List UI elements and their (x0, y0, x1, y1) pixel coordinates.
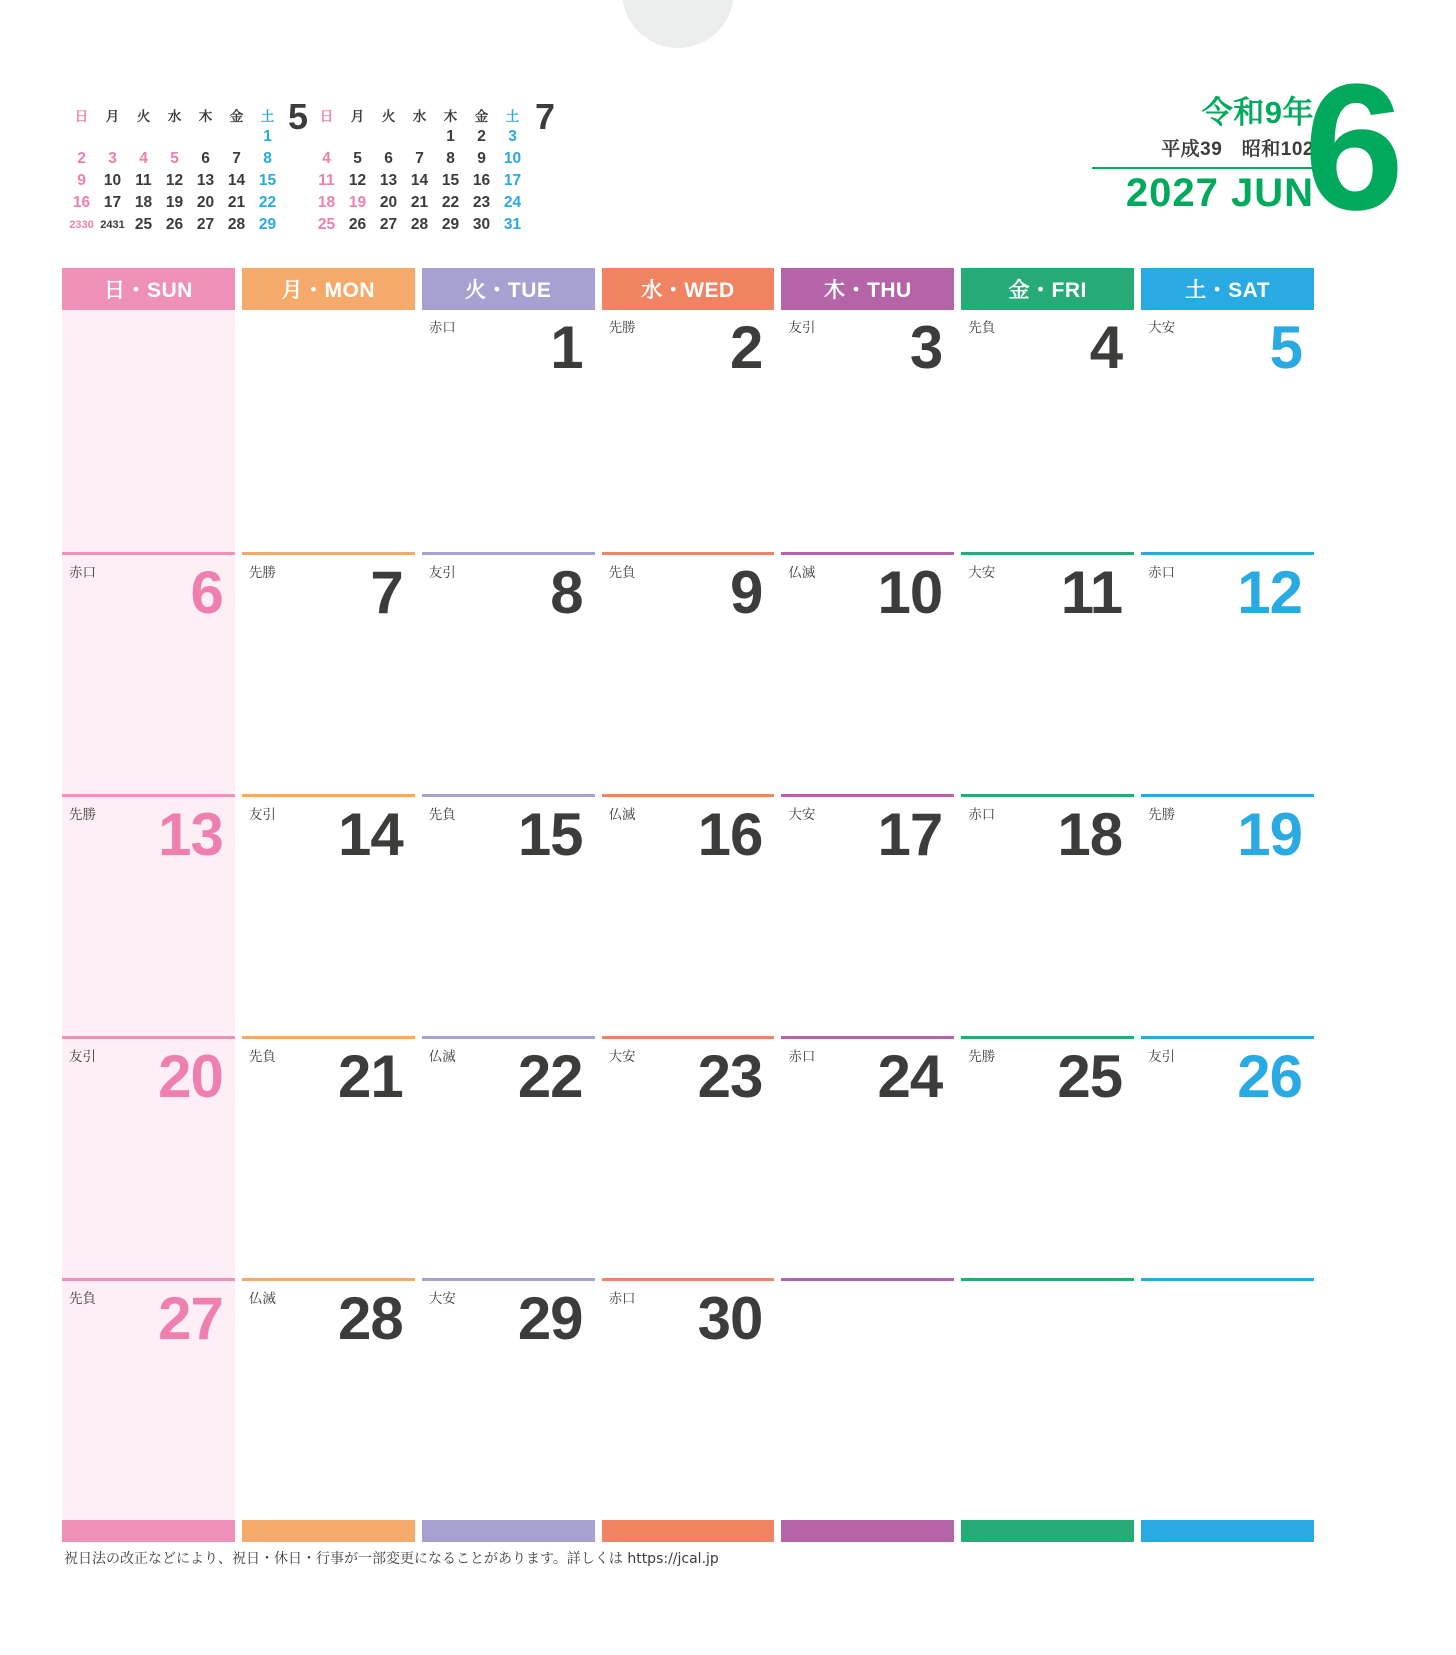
rokuyo-label: 先勝 (1148, 807, 1176, 823)
mini-dow-sat: 土 (260, 109, 275, 124)
day-number: 11 (1060, 559, 1123, 626)
day-cell[interactable] (781, 552, 954, 794)
rokuyo-label: 赤口 (69, 565, 96, 581)
mini-day: 4 (139, 150, 148, 167)
rokuyo-label: 先負 (248, 1049, 276, 1065)
day-cell[interactable] (422, 794, 595, 1036)
day-number: 28 (337, 1285, 403, 1352)
day-number: 1 (550, 314, 583, 381)
day-number: 22 (517, 1043, 583, 1110)
day-cell[interactable] (1141, 310, 1314, 552)
footer-note: 祝日法の改正などにより、祝日・休日・行事が一部変更になることがあります。詳しくは https://jcal.jp (64, 1551, 719, 1567)
mini-dow-tue: 火 (136, 109, 151, 124)
rokuyo-label: 先負 (69, 1291, 96, 1307)
mini-day: 3 (108, 150, 117, 167)
mini-dow-sun: 日 (74, 109, 89, 124)
mini-day: 11 (135, 172, 152, 189)
day-number: 6 (190, 559, 223, 626)
mini-day: 13 (196, 172, 215, 189)
title-divider (1092, 167, 1314, 169)
day-cell[interactable] (422, 1036, 595, 1278)
mini-day: 20 (196, 194, 215, 211)
mini-day: 5 (353, 150, 362, 167)
mini-calendar-july (311, 96, 554, 236)
mini-day: 2 (77, 150, 86, 167)
rokuyo-label: 仏滅 (428, 1049, 456, 1065)
mini-day (404, 126, 435, 148)
rokuyo-label: 先勝 (69, 807, 96, 823)
mini-week-row (311, 170, 528, 192)
mini-dow-tue: 火 (381, 109, 396, 124)
mini-day (311, 126, 342, 148)
day-number: 13 (158, 801, 223, 868)
mini-day: 2431 (100, 218, 125, 231)
mini-dow-wed: 水 (412, 109, 427, 124)
day-number: 10 (877, 559, 943, 626)
mini-week-row (66, 214, 283, 236)
big-month-number: 6 (1303, 47, 1398, 248)
rokuyo-label: 大安 (1148, 320, 1176, 336)
weekday-header-sat: 土・SAT (1141, 268, 1314, 310)
mini-day: 10 (503, 150, 522, 167)
mini-day (66, 126, 97, 148)
day-cell[interactable] (961, 310, 1134, 552)
mini-week-row (311, 148, 528, 170)
day-cell[interactable] (62, 552, 235, 794)
rokuyo-label: 赤口 (428, 320, 456, 336)
mini-day (373, 126, 404, 148)
rokuyo-label: 先負 (968, 320, 996, 336)
day-number: 2 (730, 314, 763, 381)
mini-week-row (66, 170, 283, 192)
column-footer-bar (242, 1520, 415, 1542)
day-cell[interactable] (602, 794, 775, 1036)
hanging-tab (622, 0, 734, 48)
mini-day: 14 (410, 172, 429, 189)
mini-day: 9 (77, 172, 86, 189)
mini-day: 21 (410, 194, 429, 211)
day-cell[interactable] (961, 794, 1134, 1036)
mini-day: 7 (415, 150, 424, 167)
mini-day: 24 (503, 194, 522, 211)
mini-day: 19 (348, 194, 367, 211)
day-cell[interactable] (602, 552, 775, 794)
mini-day: 13 (379, 172, 398, 189)
day-cell[interactable] (422, 1278, 595, 1520)
year-month-english: 2027 JUN (1125, 171, 1314, 216)
mini-day: 22 (258, 194, 277, 211)
mini-day: 2 (477, 128, 486, 145)
day-cell[interactable] (62, 1036, 235, 1278)
day-cell[interactable] (422, 310, 595, 552)
day-column-tue (422, 310, 595, 1542)
day-cell[interactable] (422, 552, 595, 794)
mini-day: 9 (477, 150, 486, 167)
rokuyo-label: 大安 (428, 1291, 456, 1307)
mini-day: 10 (103, 172, 122, 189)
day-cell[interactable] (1141, 794, 1314, 1036)
mini-day: 5 (170, 150, 179, 167)
weekday-header-mon: 月・MON (242, 268, 415, 310)
day-cell[interactable] (242, 310, 415, 552)
day-cell[interactable] (242, 1278, 415, 1520)
day-cell[interactable] (1141, 1036, 1314, 1278)
day-cell[interactable] (1141, 1278, 1314, 1520)
mini-day: 26 (165, 216, 184, 233)
calendar-grid (62, 268, 1314, 1542)
day-column-fri (961, 310, 1134, 1542)
day-cell[interactable] (62, 310, 235, 552)
mini-dow-sat: 土 (505, 109, 520, 124)
day-cell[interactable] (242, 552, 415, 794)
mini-day: 25 (134, 216, 153, 233)
day-number: 21 (337, 1043, 403, 1110)
mini-day: 11 (318, 172, 335, 189)
rokuyo-label: 赤口 (788, 1049, 816, 1065)
mini-dow-mon: 月 (350, 109, 365, 124)
rokuyo-label: 友引 (428, 565, 456, 581)
mini-day: 1 (263, 128, 272, 145)
mini-day: 19 (165, 194, 184, 211)
mini-dow-wed: 水 (167, 109, 182, 124)
weekday-header-wed: 水・WED (602, 268, 775, 310)
mini-day (97, 126, 128, 148)
day-cell[interactable] (242, 794, 415, 1036)
weekday-header-fri: 金・FRI (961, 268, 1134, 310)
column-footer-bar (1141, 1520, 1314, 1542)
mini-dow-thu: 木 (443, 109, 458, 124)
rokuyo-label: 大安 (608, 1049, 636, 1065)
rokuyo-label: 先勝 (968, 1049, 996, 1065)
rokuyo-label: 友引 (788, 320, 816, 336)
day-cell[interactable] (961, 552, 1134, 794)
day-number: 8 (550, 559, 583, 626)
mini-day: 8 (263, 150, 272, 167)
mini-day: 7 (232, 150, 241, 167)
mini-week-row (311, 126, 528, 148)
mini-dow-mon: 月 (105, 109, 120, 124)
column-footer-bar (62, 1520, 235, 1542)
day-cell[interactable] (602, 1278, 775, 1520)
mini-day (221, 126, 252, 148)
day-number: 3 (909, 314, 943, 381)
mini-day: 12 (348, 172, 367, 189)
weekday-header-tue: 火・TUE (422, 268, 595, 310)
day-cell[interactable] (781, 310, 954, 552)
column-footer-bar (422, 1520, 595, 1542)
weekday-header-thu: 木・THU (781, 268, 954, 310)
reiwa-year: 令和9年 (1201, 95, 1314, 130)
mini-day: 18 (134, 194, 153, 211)
day-cell[interactable] (242, 1036, 415, 1278)
mini-day: 27 (196, 216, 215, 233)
mini-calendar-july-table (311, 104, 528, 236)
mini-week-row (311, 214, 528, 236)
mini-day (128, 126, 159, 148)
day-number: 25 (1057, 1043, 1123, 1110)
day-cell[interactable] (781, 1278, 954, 1520)
mini-day: 30 (472, 216, 491, 233)
day-number: 23 (697, 1043, 763, 1110)
rokuyo-label: 先勝 (608, 320, 636, 336)
mini-day: 4 (322, 150, 331, 167)
day-number: 20 (158, 1043, 223, 1110)
mini-day: 25 (317, 216, 336, 233)
rokuyo-label: 大安 (788, 807, 816, 823)
mini-day: 28 (227, 216, 246, 233)
mini-day: 12 (165, 172, 184, 189)
day-cell[interactable] (602, 1036, 775, 1278)
mini-day: 6 (384, 150, 393, 167)
mini-day: 21 (227, 194, 246, 211)
day-number: 15 (517, 801, 583, 868)
mini-day: 15 (258, 172, 277, 189)
mini-day: 16 (72, 194, 91, 211)
column-footer-bar (781, 1520, 954, 1542)
mini-day (342, 126, 373, 148)
mini-header-row (66, 104, 283, 126)
column-footer-bar (602, 1520, 775, 1542)
mini-day: 22 (441, 194, 460, 211)
mini-day: 17 (103, 194, 122, 211)
day-number: 27 (158, 1285, 223, 1352)
day-cell[interactable] (781, 794, 954, 1036)
mini-day: 8 (446, 150, 455, 167)
mini-day: 16 (472, 172, 491, 189)
rokuyo-label: 赤口 (1148, 565, 1176, 581)
day-number: 19 (1237, 801, 1302, 868)
day-column-sun (62, 310, 235, 1542)
mini-day: 3 (508, 128, 517, 145)
day-number: 12 (1237, 559, 1302, 626)
column-footer-bar (961, 1520, 1134, 1542)
day-cell[interactable] (781, 1036, 954, 1278)
mini-week-row (311, 192, 528, 214)
day-number: 24 (877, 1043, 943, 1110)
mini-dow-thu: 木 (198, 109, 213, 124)
mini-day: 23 (472, 194, 491, 211)
mini-day: 28 (410, 216, 429, 233)
mini-day: 1 (446, 128, 455, 145)
mini-day: 20 (379, 194, 398, 211)
rokuyo-label: 赤口 (608, 1291, 636, 1307)
rokuyo-label: 仏滅 (248, 1291, 276, 1307)
day-cell[interactable] (961, 1036, 1134, 1278)
day-cell[interactable] (602, 310, 775, 552)
mini-week-row (66, 126, 283, 148)
day-cell[interactable] (62, 794, 235, 1036)
mini-day (159, 126, 190, 148)
mini-day: 2330 (69, 218, 94, 231)
mini-calendars (66, 96, 554, 236)
day-cell[interactable] (961, 1278, 1134, 1520)
day-number: 7 (370, 559, 403, 626)
day-number: 5 (1269, 314, 1302, 381)
rokuyo-label: 友引 (248, 807, 276, 823)
mini-day: 27 (379, 216, 398, 233)
rokuyo-label: 友引 (69, 1049, 96, 1065)
day-cell[interactable] (1141, 552, 1314, 794)
mini-dow-fri: 金 (229, 109, 244, 124)
mini-day: 31 (503, 216, 522, 233)
mini-day (190, 126, 221, 148)
weekday-header-sun: 日・SUN (62, 268, 235, 310)
mini-dow-fri: 金 (474, 109, 489, 124)
mini-day: 14 (227, 172, 246, 189)
mini-day: 15 (441, 172, 460, 189)
rokuyo-label: 先負 (608, 565, 636, 581)
rokuyo-label: 赤口 (968, 807, 996, 823)
mini-day: 29 (441, 216, 460, 233)
mini-day: 18 (317, 194, 336, 211)
mini-calendar-july-month: 7 (534, 96, 554, 137)
day-number: 9 (730, 559, 763, 626)
day-column-mon (242, 310, 415, 1542)
rokuyo-label: 友引 (1148, 1049, 1176, 1065)
mini-day: 26 (348, 216, 367, 233)
mini-day: 29 (258, 216, 277, 233)
rokuyo-label: 先勝 (248, 565, 276, 581)
rokuyo-label: 仏滅 (608, 807, 636, 823)
day-number: 4 (1089, 314, 1123, 381)
mini-week-row (66, 192, 283, 214)
mini-header-row (311, 104, 528, 126)
rokuyo-label: 仏滅 (788, 565, 816, 581)
day-number: 30 (697, 1285, 763, 1352)
mini-dow-sun: 日 (319, 109, 334, 124)
mini-day: 6 (201, 150, 210, 167)
mini-calendar-may-table (66, 104, 283, 236)
day-number: 29 (517, 1285, 583, 1352)
rokuyo-label: 大安 (968, 565, 996, 581)
rokuyo-label: 先負 (428, 807, 456, 823)
mini-day: 17 (503, 172, 522, 189)
mini-week-row (66, 148, 283, 170)
day-number: 17 (877, 801, 943, 868)
old-era-years: 平成39 昭和102 (1161, 139, 1314, 161)
day-number: 14 (337, 801, 403, 868)
day-number: 16 (697, 801, 763, 868)
day-column-sat (1141, 310, 1314, 1542)
month-title-block (1092, 96, 1314, 215)
day-column-wed (602, 310, 775, 1542)
day-cell[interactable] (62, 1278, 235, 1520)
day-number: 18 (1057, 801, 1123, 868)
day-column-thu (781, 310, 954, 1542)
day-number: 26 (1237, 1043, 1302, 1110)
mini-calendar-may (66, 96, 307, 236)
mini-calendar-may-month: 5 (287, 96, 307, 137)
